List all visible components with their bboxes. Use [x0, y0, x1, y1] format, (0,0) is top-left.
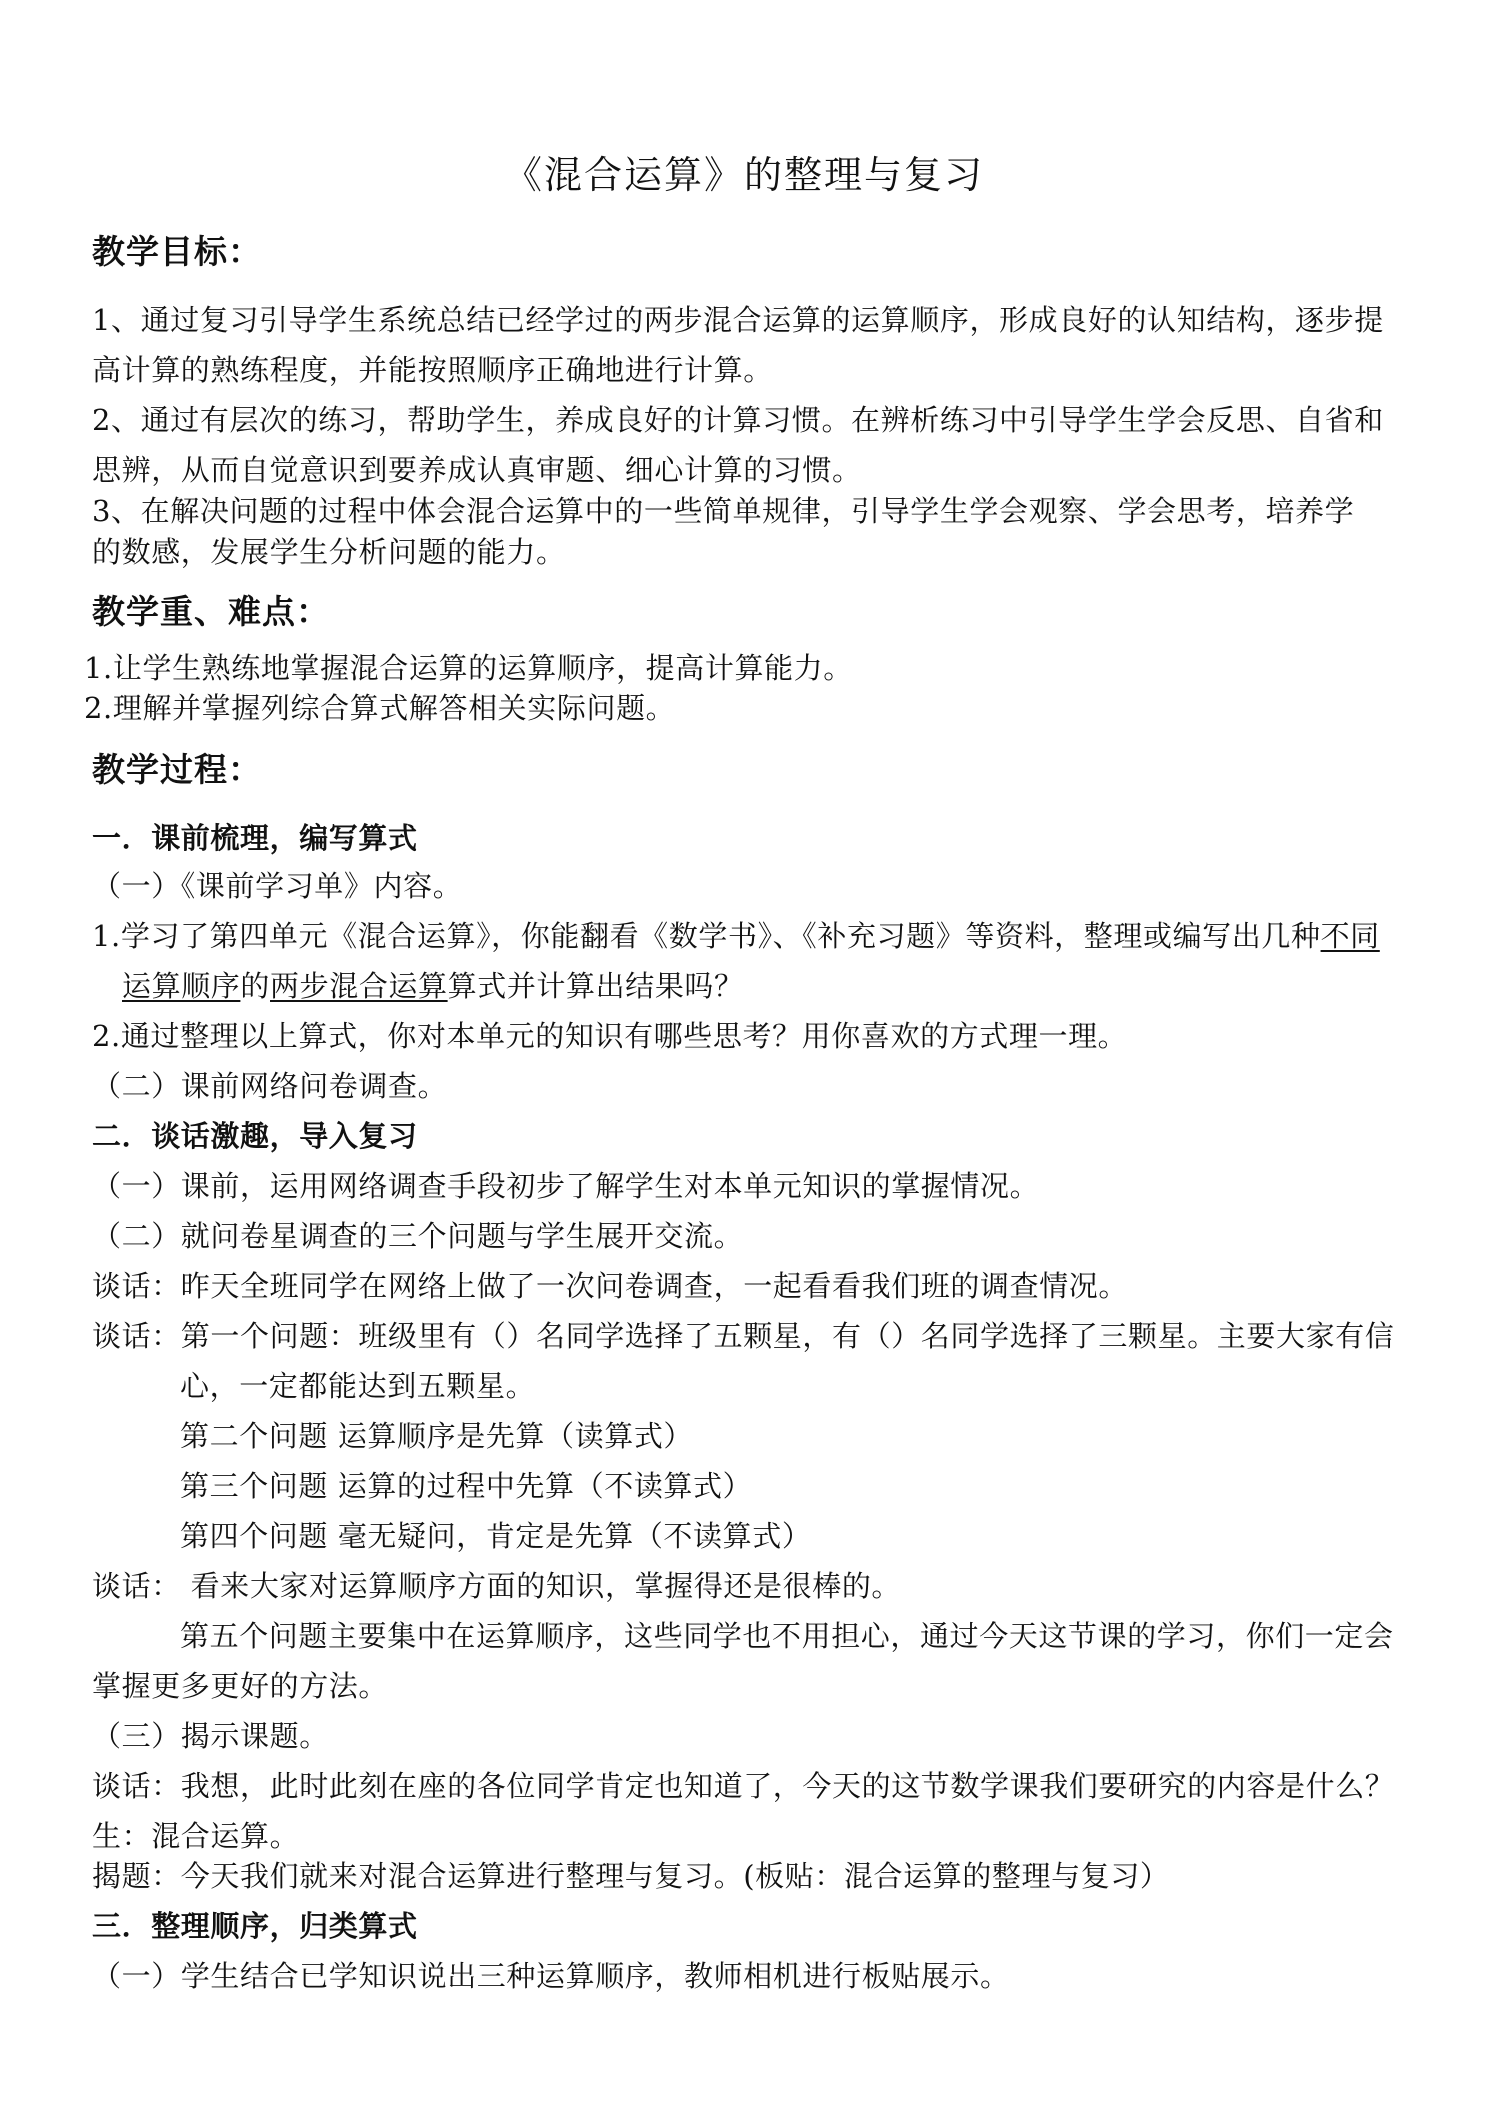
part-1-question-1-line-2 — [122, 968, 744, 1004]
key-point-2: 2.理解并掌握列综合算式解答相关实际问题。 — [84, 691, 676, 725]
goal-1-line-2: 高计算的熟练程度，并能按照顺序正确地进行计算。 — [92, 353, 773, 387]
part-2-talk-3: 谈话： 看来大家对运算顺序方面的知识，掌握得还是很棒的。 — [92, 1569, 902, 1603]
part-2-talk-2-line-2: 心，一定都能达到五颗星。 — [180, 1369, 536, 1403]
underlined-two-step-mixed: 两步混合运算 — [270, 969, 448, 1003]
part-1-sub-1: （一）《课前学习单》内容。 — [92, 869, 463, 903]
heading-teaching-process: 教学过程： — [92, 750, 262, 789]
part-2-talk-4-line-1: 第五个问题主要集中在运算顺序，这些同学也不用担心，通过今天这节课的学习，你们一定会 — [180, 1619, 1394, 1653]
part-1-question-1-line-1 — [92, 918, 1380, 954]
part-2-reveal-topic: 揭题：今天我们就来对混合运算进行整理与复习。(板贴：混合运算的整理与复习） — [92, 1859, 1170, 1893]
goal-3-line-1: 3、在解决问题的过程中体会混合运算中的一些简单规律，引导学生学会观察、学会思考，培养学 — [92, 494, 1355, 528]
part-3-heading: 三．整理顺序，归类算式 — [92, 1909, 418, 1943]
part-1-sub-2: （二）课前网络问卷调查。 — [92, 1069, 448, 1103]
key-point-1: 1.让学生熟练地掌握混合运算的运算顺序，提高计算能力。 — [84, 651, 853, 685]
part-2-sub-3: （三）揭示课题。 — [92, 1719, 329, 1753]
part-1-question-2: 2.通过整理以上算式，你对本单元的知识有哪些思考？用你喜欢的方式理一理。 — [92, 1019, 1128, 1053]
question-1-end: 算式并计算出结果吗？ — [447, 969, 744, 1003]
part-2-talk-2-line-1: 谈话：第一个问题：班级里有（）名同学选择了五颗星，有（）名同学选择了三颗星。主要大家有信 — [92, 1319, 1395, 1353]
goal-3-line-2: 的数感，发展学生分析问题的能力。 — [92, 535, 566, 569]
question-1-connector: 的 — [240, 969, 271, 1003]
question-1-text: 1.学习了第四单元《混合运算》，你能翻看《数学书》、《补充习题》等资料，整理或编写出几种 — [92, 919, 1321, 953]
heading-key-points: 教学重、难点： — [92, 592, 330, 631]
part-1-heading: 一．课前梳理，编写算式 — [92, 821, 418, 855]
part-2-heading: 二．谈话激趣，导入复习 — [92, 1119, 418, 1153]
part-2-talk-1: 谈话：昨天全班同学在网络上做了一次问卷调查，一起看看我们班的调查情况。 — [92, 1269, 1129, 1303]
heading-teaching-goals: 教学目标： — [92, 232, 262, 271]
part-2-talk-4-line-2: 掌握更多更好的方法。 — [92, 1669, 389, 1703]
document-title: 《混合运算》的整理与复习 — [503, 153, 984, 197]
part-2-sub-2: （二）就问卷星调查的三个问题与学生展开交流。 — [92, 1219, 744, 1253]
goal-2-line-1: 2、通过有层次的练习，帮助学生，养成良好的计算习惯。在辨析练习中引导学生学会反思、自省和 — [92, 403, 1384, 437]
underlined-operation-order: 运算顺序 — [122, 969, 241, 1003]
goal-2-line-2: 思辨，从而自觉意识到要养成认真审题、细心计算的习惯。 — [92, 453, 862, 487]
underlined-different: 不同 — [1320, 919, 1380, 953]
goal-1-line-1: 1、通过复习引导学生系统总结已经学过的两步混合运算的运算顺序，形成良好的认知结构，逐步提 — [92, 303, 1384, 337]
part-2-student-answer: 生：混合运算。 — [92, 1819, 300, 1853]
part-2-talk-5: 谈话：我想，此时此刻在座的各位同学肯定也知道了，今天的这节数学课我们要研究的内容是什么？ — [92, 1769, 1395, 1803]
part-2-question-3: 第三个问题 运算的过程中先算（不读算式） — [180, 1469, 753, 1503]
part-2-sub-1: （一）课前，运用网络调查手段初步了解学生对本单元知识的掌握情况。 — [92, 1169, 1040, 1203]
part-3-sub-1: （一）学生结合已学知识说出三种运算顺序，教师相机进行板贴展示。 — [92, 1959, 1010, 1993]
part-2-question-2: 第二个问题 运算顺序是先算（读算式） — [180, 1419, 694, 1453]
part-2-question-4: 第四个问题 毫无疑问，肯定是先算（不读算式） — [180, 1519, 812, 1553]
